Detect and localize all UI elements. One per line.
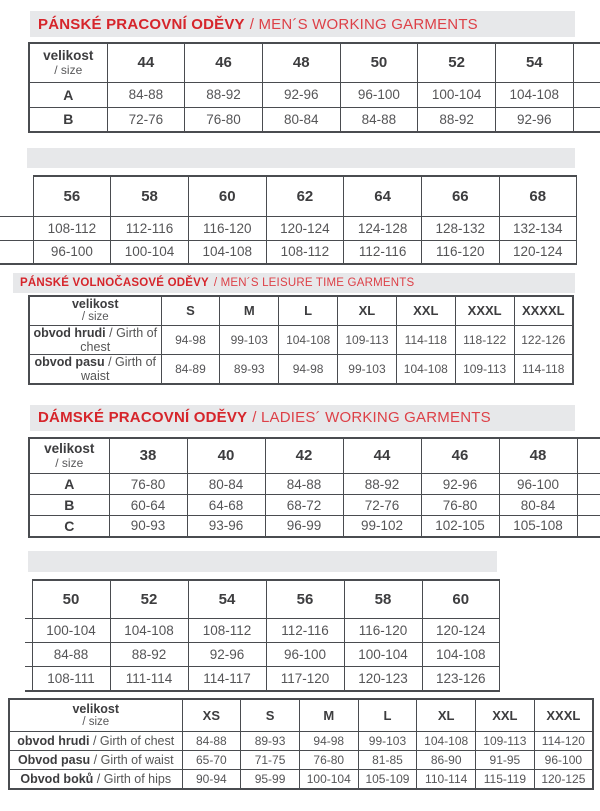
size-value-cell: 109-113 [455, 354, 514, 384]
clipped-cell [573, 107, 600, 132]
size-value-cell: 102-105 [421, 516, 499, 537]
table-ladies-leisure-sizes [8, 698, 594, 790]
size-column-header: XS [182, 699, 241, 732]
size-value-cell: 114-118 [514, 354, 573, 384]
size-value-cell: 100-104 [299, 770, 358, 789]
section-title-czech: PÁNSKÉ VOLNOČASOVÉ ODĚVY [20, 277, 209, 289]
size-value-cell: 90-93 [109, 516, 187, 537]
size-column-header: 66 [421, 176, 499, 216]
section-title-english: / MEN´S LEISURE TIME GARMENTS [213, 277, 415, 289]
size-column-header: 42 [265, 438, 343, 474]
size-column-header: 48 [499, 438, 577, 474]
size-value-cell: 89-93 [220, 354, 279, 384]
clipped-label-cell [0, 240, 33, 264]
size-column-header: 48 [262, 43, 340, 82]
size-header-corner: velikost / size [29, 296, 161, 325]
size-column-header: XL [417, 699, 476, 732]
size-value-cell: 94-98 [299, 732, 358, 751]
size-column-header: 62 [266, 176, 344, 216]
size-value-cell: 115-119 [476, 770, 535, 789]
table-mens-working-sizes-44-54 [28, 42, 600, 133]
row-label: Obvod boků / Girth of hips [9, 770, 182, 789]
size-value-cell: 112-116 [266, 619, 344, 643]
size-value-cell: 105-108 [499, 516, 577, 537]
row-label: obvod pasu / Girth of waist [29, 354, 161, 384]
size-value-cell: 72-76 [343, 495, 421, 516]
size-column-header: S [241, 699, 300, 732]
table-mens-working-sizes-56-68 [0, 175, 577, 265]
size-column-header: 58 [111, 176, 189, 216]
size-value-cell: 114-117 [188, 667, 266, 691]
size-table [28, 42, 600, 133]
size-value-cell: 120-124 [266, 216, 344, 240]
size-value-cell: 104-108 [110, 619, 188, 643]
size-table [28, 295, 574, 385]
size-column-header: M [299, 699, 358, 732]
row-label: B [29, 495, 109, 516]
size-column-header: XL [338, 296, 397, 325]
size-value-cell: 84-88 [265, 474, 343, 495]
size-value-cell: 76-80 [185, 107, 263, 132]
size-value-cell: 108-112 [266, 240, 344, 264]
size-header-corner: velikost / size [9, 699, 182, 732]
size-column-header: XXL [396, 296, 455, 325]
size-value-cell: 72-76 [107, 107, 185, 132]
size-value-cell: 132-134 [499, 216, 577, 240]
clipped-label-cell [25, 619, 32, 643]
size-value-cell: 92-96 [495, 107, 573, 132]
size-column-header: L [279, 296, 338, 325]
clipped-cell [573, 82, 600, 107]
size-value-cell: 104-108 [495, 82, 573, 107]
size-value-cell: 95-99 [241, 770, 300, 789]
size-column-header: 46 [185, 43, 263, 82]
size-value-cell: 96-100 [266, 643, 344, 667]
size-value-cell: 99-103 [338, 354, 397, 384]
clipped-label-cell [0, 216, 33, 240]
size-value-cell: 86-90 [417, 751, 476, 770]
size-column-header: 56 [266, 580, 344, 619]
size-value-cell: 117-120 [266, 667, 344, 691]
size-value-cell: 112-116 [344, 240, 422, 264]
row-label: obvod hrudi / Girth of chest [29, 325, 161, 354]
size-value-cell: 99-102 [343, 516, 421, 537]
section-title-czech: PÁNSKÉ PRACOVNÍ ODĚVY [38, 15, 245, 33]
size-value-cell: 92-96 [188, 643, 266, 667]
size-table [8, 698, 594, 790]
size-value-cell: 93-96 [187, 516, 265, 537]
size-value-cell: 108-112 [33, 216, 111, 240]
table-ladies-working-sizes-50-60 [25, 579, 500, 692]
size-value-cell: 91-95 [476, 751, 535, 770]
size-table [28, 437, 600, 538]
size-column-header: XXXL [534, 699, 593, 732]
size-value-cell: 116-120 [344, 619, 422, 643]
size-value-cell: 120-124 [499, 240, 577, 264]
size-column-header: 52 [418, 43, 496, 82]
size-value-cell: 76-80 [299, 751, 358, 770]
size-value-cell: 96-100 [340, 82, 418, 107]
size-chart-document [0, 11, 600, 790]
size-column-header: 68 [499, 176, 577, 216]
size-column-header: XXXL [455, 296, 514, 325]
size-value-cell: 84-88 [182, 732, 241, 751]
row-label: obvod hrudi / Girth of chest [9, 732, 182, 751]
size-column-header: 52 [110, 580, 188, 619]
size-header-corner: velikost / size [29, 43, 107, 82]
size-value-cell: 120-125 [534, 770, 593, 789]
size-table [25, 579, 500, 692]
size-value-cell: 105-109 [358, 770, 417, 789]
size-column-header: 44 [343, 438, 421, 474]
gray-divider-bar [28, 551, 497, 572]
size-value-cell: 114-118 [396, 325, 455, 354]
size-value-cell: 104-108 [417, 732, 476, 751]
size-value-cell: 128-132 [421, 216, 499, 240]
row-label: A [29, 82, 107, 107]
size-value-cell: 100-104 [111, 240, 189, 264]
size-value-cell: 116-120 [421, 240, 499, 264]
size-column-header: 40 [187, 438, 265, 474]
gray-divider-bar [27, 148, 575, 168]
clipped-label-column [0, 176, 33, 216]
table-mens-leisure-sizes [28, 295, 574, 385]
row-label: B [29, 107, 107, 132]
size-column-header: M [220, 296, 279, 325]
row-label: Obvod pasu / Girth of waist [9, 751, 182, 770]
size-value-cell: 92-96 [421, 474, 499, 495]
size-table [0, 175, 577, 265]
size-column-header: 64 [344, 176, 422, 216]
size-value-cell: 112-116 [111, 216, 189, 240]
clipped-column [573, 43, 600, 82]
size-value-cell: 80-84 [499, 495, 577, 516]
size-value-cell: 120-123 [344, 667, 422, 691]
size-value-cell: 68-72 [265, 495, 343, 516]
section-header-mens-working [30, 11, 575, 37]
size-value-cell: 110-114 [417, 770, 476, 789]
size-value-cell: 96-100 [534, 751, 593, 770]
size-column-header: 50 [32, 580, 110, 619]
size-value-cell: 124-128 [344, 216, 422, 240]
size-column-header: 54 [188, 580, 266, 619]
size-value-cell: 64-68 [187, 495, 265, 516]
clipped-cell [577, 474, 600, 495]
size-value-cell: 104-108 [279, 325, 338, 354]
size-value-cell: 96-100 [33, 240, 111, 264]
size-column-header: 50 [340, 43, 418, 82]
size-value-cell: 96-99 [265, 516, 343, 537]
size-column-header: XXXXL [514, 296, 573, 325]
size-value-cell: 88-92 [418, 107, 496, 132]
section-header-mens-leisure [13, 273, 575, 293]
size-value-cell: 100-104 [418, 82, 496, 107]
size-value-cell: 71-75 [241, 751, 300, 770]
size-value-cell: 84-88 [107, 82, 185, 107]
clipped-label-cell [25, 643, 32, 667]
size-column-header: L [358, 699, 417, 732]
size-value-cell: 122-126 [514, 325, 573, 354]
size-value-cell: 90-94 [182, 770, 241, 789]
size-value-cell: 80-84 [187, 474, 265, 495]
size-value-cell: 104-108 [396, 354, 455, 384]
size-value-cell: 84-89 [161, 354, 220, 384]
size-value-cell: 84-88 [32, 643, 110, 667]
size-value-cell: 94-98 [161, 325, 220, 354]
size-value-cell: 65-70 [182, 751, 241, 770]
table-ladies-working-sizes-38-48 [28, 437, 600, 538]
size-value-cell: 88-92 [185, 82, 263, 107]
size-value-cell: 94-98 [279, 354, 338, 384]
size-value-cell: 120-124 [422, 619, 500, 643]
size-value-cell: 89-93 [241, 732, 300, 751]
size-value-cell: 111-114 [110, 667, 188, 691]
section-header-ladies-working [30, 405, 575, 431]
size-value-cell: 84-88 [340, 107, 418, 132]
clipped-label-cell [25, 667, 32, 691]
size-column-header: 58 [344, 580, 422, 619]
size-header-corner: velikost / size [29, 438, 109, 474]
size-column-header: 60 [422, 580, 500, 619]
size-value-cell: 114-120 [534, 732, 593, 751]
size-column-header: XXL [476, 699, 535, 732]
row-label: A [29, 474, 109, 495]
size-value-cell: 108-111 [32, 667, 110, 691]
size-value-cell: 60-64 [109, 495, 187, 516]
size-value-cell: 109-113 [338, 325, 397, 354]
row-label: C [29, 516, 109, 537]
size-value-cell: 88-92 [110, 643, 188, 667]
size-value-cell: 96-100 [499, 474, 577, 495]
size-value-cell: 104-108 [422, 643, 500, 667]
size-value-cell: 81-85 [358, 751, 417, 770]
size-value-cell: 116-120 [188, 216, 266, 240]
size-value-cell: 100-104 [32, 619, 110, 643]
size-value-cell: 92-96 [262, 82, 340, 107]
size-value-cell: 100-104 [344, 643, 422, 667]
size-value-cell: 109-113 [476, 732, 535, 751]
clipped-cell [577, 516, 600, 537]
size-value-cell: 88-92 [343, 474, 421, 495]
size-column-header: 44 [107, 43, 185, 82]
size-value-cell: 108-112 [188, 619, 266, 643]
size-column-header: 56 [33, 176, 111, 216]
section-title-czech: DÁMSKÉ PRACOVNÍ ODĚVY [38, 409, 248, 427]
size-value-cell: 76-80 [421, 495, 499, 516]
size-column-header: 54 [495, 43, 573, 82]
section-title-english: / MEN´S WORKING GARMENTS [249, 15, 478, 33]
size-value-cell: 104-108 [188, 240, 266, 264]
clipped-column [577, 438, 600, 474]
size-value-cell: 118-122 [455, 325, 514, 354]
size-column-header: 38 [109, 438, 187, 474]
section-title-english: / LADIES´ WORKING GARMENTS [252, 409, 491, 427]
size-column-header: S [161, 296, 220, 325]
size-column-header: 60 [188, 176, 266, 216]
size-value-cell: 99-103 [220, 325, 279, 354]
size-value-cell: 80-84 [262, 107, 340, 132]
size-value-cell: 99-103 [358, 732, 417, 751]
clipped-label-column [25, 580, 32, 619]
clipped-cell [577, 495, 600, 516]
size-column-header: 46 [421, 438, 499, 474]
size-value-cell: 76-80 [109, 474, 187, 495]
size-value-cell: 123-126 [422, 667, 500, 691]
